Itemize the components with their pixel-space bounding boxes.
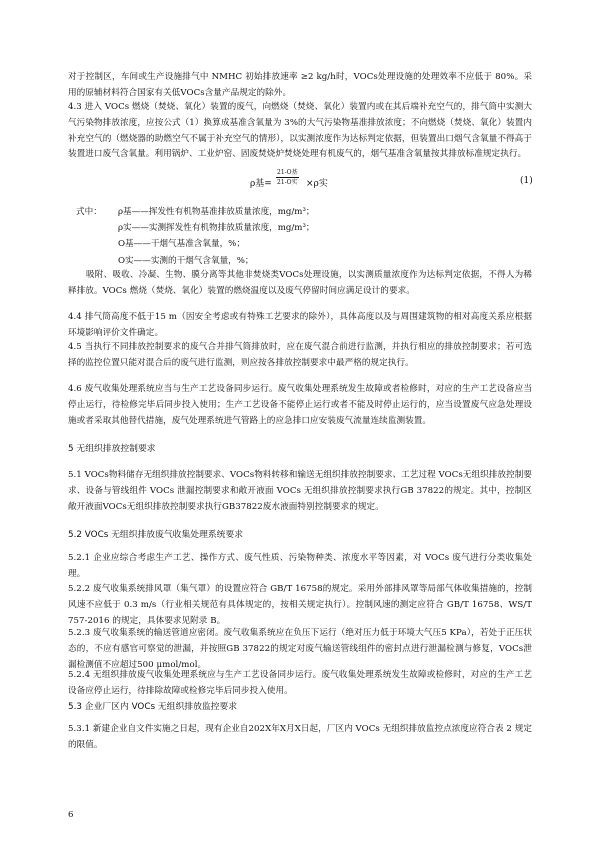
- definition-row: [76, 220, 516, 236]
- paragraph-5-1: 5.1 VOCs物料储存无组织排放控制要求、VOCs物料转移和输送无组织排放控制要求、工艺过程 VOCs无组织排放控制要求、设备与管线组件 VOCs 泄漏控制要求和敞开液面 VOCs 无组织排放控制要求执行GB 37822的规定。其中，控制区敞开液面VOCs无组织排放控制要求执行GB37822废水液面特别控制要求的规定。: [68, 470, 532, 512]
- definition-symbol: ρ实: [118, 223, 132, 234]
- paragraph-control-zone-efficiency: 对于控制区，车间或生产设施排气中 NMHC 初始排放速率 ≥2 kg/h时，VOCs处理设施的处理效率不应低于 80%。采用的原辅材料符合国家有关低VOCs含量产品规定的除外。: [68, 72, 532, 98]
- definition-text: ——实测的干烟气含氧量，%；: [133, 255, 254, 266]
- definitions-intro: 式中：: [76, 207, 102, 217]
- formula-fraction: [276, 168, 299, 187]
- formula-lhs: ρ基=: [250, 179, 272, 189]
- paragraph-5-3-1: 5.3.1 新建企业自文件实施之日起，现有企业自202X年X月X日起，厂区内 VOCs 无组织排放监控点浓度应符合表 2 规定的限值。: [68, 724, 532, 750]
- formula-rhs: ×ρ实: [306, 179, 328, 189]
- paragraph-4-3: 4.3 进入 VOCs 燃烧（焚烧、氧化）装置的废气，向燃烧（焚烧、氧化）装置内或在其后端补充空气的，排气筒中实测大气污染物排放浓度，应按公式（1）换算成基准含氧量为 3%的大气污染物基准排放浓度；不向燃烧（焚烧、氧化）装置内补充空气的（燃烧器的助燃空气不属于补充空气的情形），以实测浓度作为达标判定依据，但装置出口烟气含氧量不得高于装置进口废气含氧量。利用锅炉、工业炉窑、固废焚烧炉焚烧处理有机废气的，烟气基准含氧量按其排放标准规定执行。: [68, 102, 532, 160]
- definition-row: [76, 253, 516, 269]
- formula-denominator: 21-O实: [277, 179, 298, 186]
- page-number: 6: [68, 810, 74, 820]
- paragraph-non-combustion: 吸附、吸收、冷凝、生物、膜分离等其他非焚烧类VOCs处理设施，以实测质量浓度作为达标判定依据，不得人为稀释排放。VOCs 燃烧（焚烧、氧化）装置的燃烧温度以及废气停留时间应满足设计的要求。: [68, 270, 532, 296]
- symbol-definitions: [76, 204, 516, 269]
- definition-text: ——实测挥发性有机物排放质量浓度，mg/m³；: [131, 223, 315, 234]
- paragraph-4-4: 4.4 排气筒高度不低于15 m（因安全考虑或有特殊工艺要求的除外），具体高度以及与周围建筑物的相对高度关系应根据环境影响评价文件确定。: [68, 312, 532, 338]
- section-heading-5: 5 无组织排放控制要求: [68, 444, 156, 454]
- paragraph-5-2-2: 5.2.2 废气收集系统排风罩（集气罩）的设置应符合 GB/T 16758的规定。采用外部排风罩等局部气体收集措施的，控制风速不应低于 0.3 m/s（行业相关规范有具体规定的，按相关规定执行）。控制风速的测定应符合 GB/T 16758、WS/T 757-2016 的规定，具体要求见附录 B。: [68, 584, 532, 626]
- section-heading-5-2: 5.2 VOCs 无组织排放废气收集处理系统要求: [68, 530, 244, 540]
- definition-symbol: O基: [118, 239, 134, 250]
- paragraph-5-2-4: 5.2.4 无组织排放废气收集处理系统应与生产工艺设备同步运行。废气收集处理系统发生故障或检修时，对应的生产工艺设备应停止运行，待排除故障或检修完毕后同步投入使用。: [68, 670, 532, 696]
- definition-row: [76, 204, 516, 220]
- formula-1: [0, 166, 600, 200]
- definition-text: ——挥发性有机物基准排放质量浓度，mg/m³；: [131, 207, 315, 217]
- paragraph-5-2-1: 5.2.1 企业应综合考虑生产工艺、操作方式、废气性质、污染物种类、浓度水平等因素，对 VOCs 废气进行分类收集处理。: [68, 553, 532, 579]
- paragraph-4-6: 4.6 废气收集处理系统应当与生产工艺设备同步运行。废气收集处理系统发生故障或者检修时，对应的生产工艺设备应当停止运行，待检修完毕后同步投入使用；生产工艺设备不能停止运行或者不能及时停止运行的，应当设置废气应急处理设施或者采取其他替代措施，废气处理系统进气管路上的应急排口应安装废气流量连续监测装置。: [68, 384, 532, 426]
- section-heading-5-3: 5.3 企业厂区内 VOCs 无组织排放监控要求: [68, 702, 238, 712]
- paragraph-5-2-3: 5.2.3 废气收集系统的输送管道应密闭。废气收集系统应在负压下运行（绝对压力低于环境大气压5 KPa），若处于正压状态的，不应有感官可察觉的泄漏，并按照GB 37822的规定对废气输送管线组件的密封点进行泄漏检测与修复，VOCs泄漏检测值不应超过500 μmol/mol。: [68, 628, 532, 670]
- definition-symbol: ρ基: [118, 207, 132, 217]
- definition-row: [76, 236, 516, 252]
- paragraph-4-5: 4.5 当执行不同排放控制要求的废气合并排气筒排放时，应在废气混合前进行监测，并执行相应的排放控制要求；若可选择的监控位置只能对混合后的废气进行监测，则应按各排放控制要求中最严格的规定执行。: [68, 342, 532, 368]
- definition-symbol: O实: [118, 255, 134, 266]
- formula-numerator: 21-O基: [277, 169, 298, 176]
- formula-number: (1): [520, 176, 533, 186]
- definition-text: ——干烟气基准含氧量，%；: [133, 239, 245, 250]
